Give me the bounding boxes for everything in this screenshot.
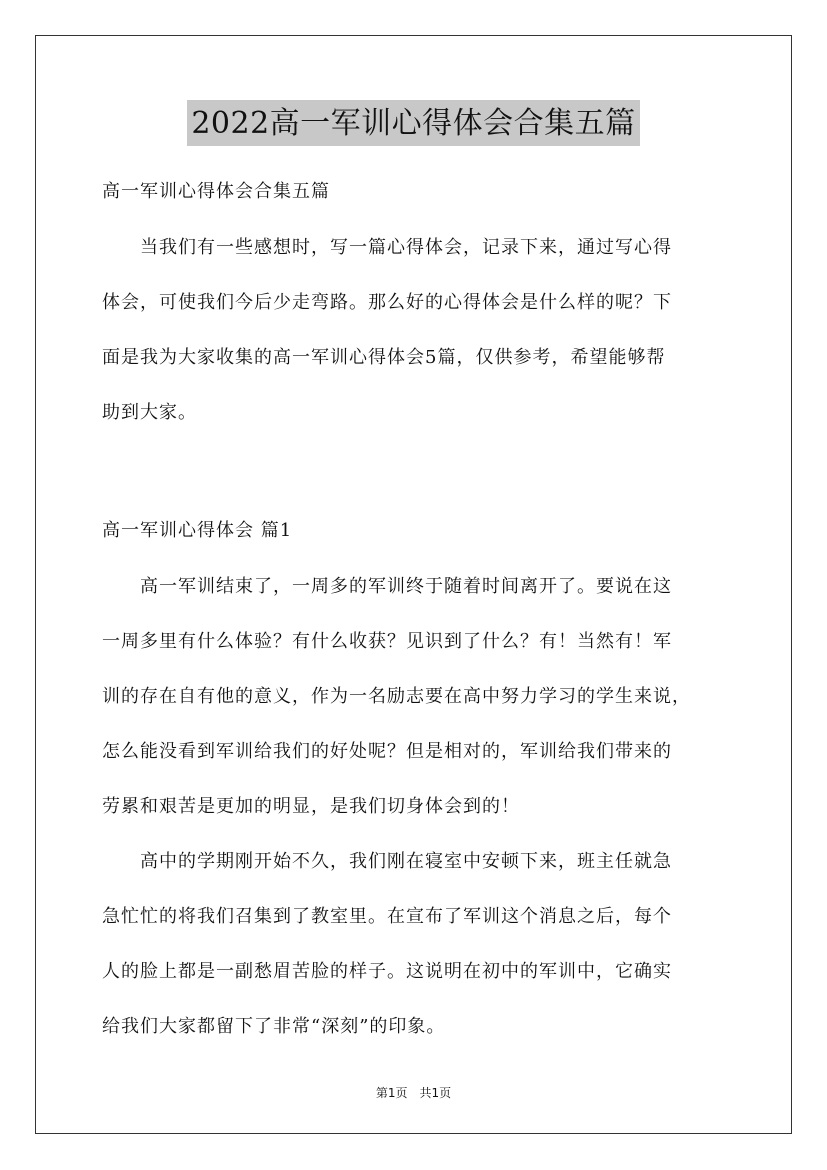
document-title: 2022高一军训心得体会合集五篇 [187,100,639,146]
paragraph-line: 训的存在自有他的意义，作为一名励志要在高中努力学习的学生来说， [102,686,691,707]
page-footer: 第1页 共1页 [375,1086,452,1100]
section-heading: 高一军训心得体会 篇1 [102,520,293,541]
intro-line: 体会，可使我们今后少走弯路。那么好的心得体会是什么样的呢？下 [102,292,672,313]
paragraph-line: 急忙忙的将我们召集到了教室里。在宣布了军训这个消息之后，每个 [102,906,672,927]
paragraph-line: 人的脸上都是一副愁眉苦脸的样子。这说明在初中的军训中，它确实 [102,961,672,982]
section1-paragraph-2 [102,834,728,1054]
paragraph-line: 高一军训结束了，一周多的军训终于随着时间离开了。要说在这 [102,576,672,597]
paragraph-line: 一周多里有什么体验？有什么收获？见识到了什么？有！当然有！军 [102,631,672,652]
intro-paragraph [102,220,728,440]
paragraph-line: 劳累和艰苦是更加的明显，是我们切身体会到的！ [102,796,520,817]
title-container [0,100,827,146]
paragraph-line: 怎么能没看到军训给我们的好处呢？但是相对的，军训给我们带来的 [102,741,672,762]
intro-line: 助到大家。 [102,402,197,423]
paragraph-line: 高中的学期刚开始不久，我们刚在寝室中安顿下来，班主任就急 [102,851,672,872]
section1-paragraph-1 [102,559,728,834]
document-subtitle: 高一军训心得体会合集五篇 [102,181,330,202]
intro-line: 当我们有一些感想时，写一篇心得体会，记录下来，通过写心得 [102,237,672,258]
paragraph-line: 给我们大家都留下了非常“深刻”的印象。 [102,1016,446,1037]
intro-line: 面是我为大家收集的高一军训心得体会5篇，仅供参考，希望能够帮 [102,347,666,368]
document-body [102,174,728,1054]
